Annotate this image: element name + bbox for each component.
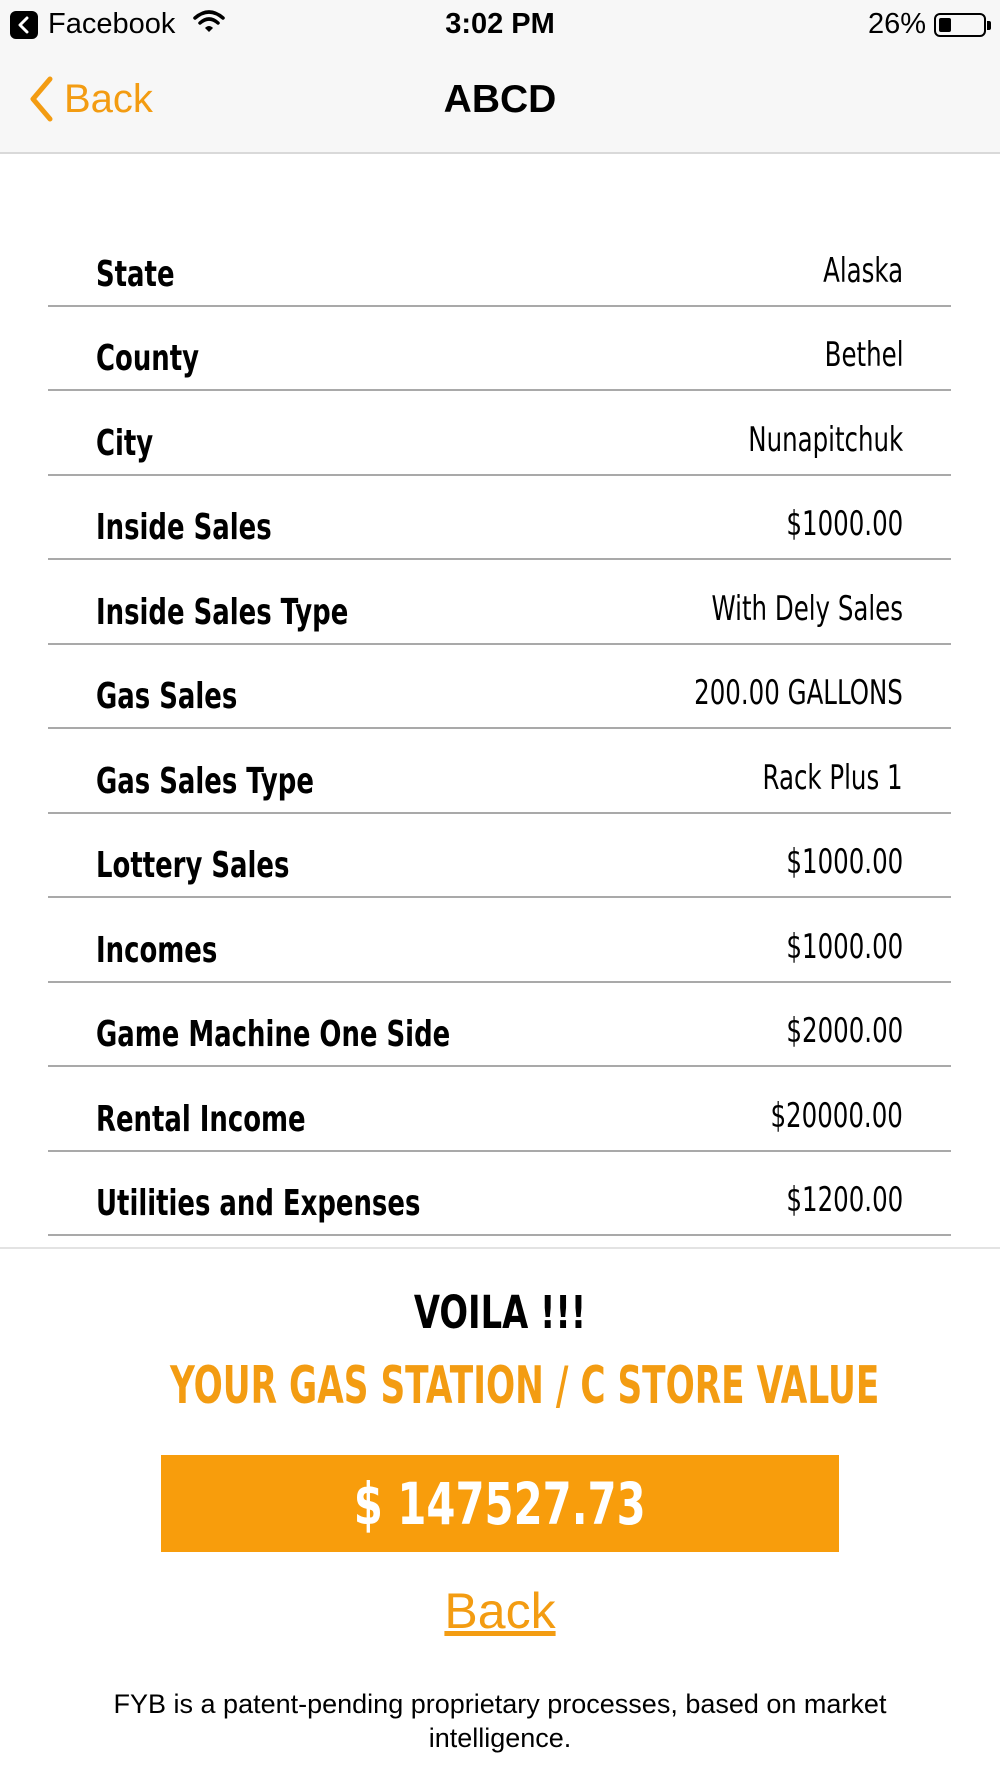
detail-row-gas-sales <box>48 645 951 730</box>
back-link[interactable]: Back <box>444 1583 556 1639</box>
detail-label: Inside Sales <box>96 507 272 548</box>
store-value: $ 147527.73 <box>354 1469 646 1538</box>
page-title: ABCD <box>443 78 557 121</box>
detail-label: Inside Sales Type <box>96 591 349 633</box>
battery-status <box>868 8 986 41</box>
value-caption: YOUR GAS STATION / C STORE VALUE <box>170 1356 880 1416</box>
detail-value: 200.00 GALLONS <box>694 673 903 713</box>
detail-row-state <box>48 222 951 307</box>
detail-value: Bethel <box>824 335 903 375</box>
detail-label: Rental Income <box>96 1098 306 1140</box>
detail-row-inside-sales-type <box>48 560 951 645</box>
result-headline: VOILA !!! <box>413 1286 587 1339</box>
detail-label: Utilities and Expenses <box>96 1183 421 1224</box>
detail-label: County <box>96 338 200 379</box>
status-time: 3:02 PM <box>445 8 555 40</box>
detail-value: $20000.00 <box>770 1095 903 1136</box>
detail-value: $1200.00 <box>786 1180 903 1220</box>
detail-row-utilities <box>48 1152 951 1237</box>
navigation-bar <box>0 50 1000 154</box>
details-list <box>48 222 951 1236</box>
detail-value: Rack Plus 1 <box>762 757 903 798</box>
battery-icon <box>934 13 986 37</box>
detail-label: Gas Sales <box>96 676 238 717</box>
detail-value: $1000.00 <box>786 504 903 544</box>
detail-value: Alaska <box>822 250 903 291</box>
detail-label: City <box>96 422 154 464</box>
battery-percentage: 26% <box>867 8 926 40</box>
return-app-name[interactable]: Facebook <box>48 8 176 40</box>
back-link-container <box>0 1582 1000 1640</box>
nav-back-label[interactable]: Back <box>64 76 153 121</box>
detail-row-inside-sales <box>48 476 951 561</box>
detail-label: Incomes <box>96 929 218 971</box>
detail-value: Nunapitchuk <box>748 419 903 460</box>
detail-label: Game Machine One Side <box>96 1014 451 1055</box>
detail-row-lottery-sales <box>48 814 951 899</box>
detail-row-rental-income <box>48 1067 951 1152</box>
detail-value: $2000.00 <box>786 1011 903 1051</box>
detail-row-county <box>48 307 951 392</box>
store-value-box <box>161 1455 839 1552</box>
detail-label: Lottery Sales <box>96 845 290 886</box>
detail-row-gas-sales-type <box>48 729 951 814</box>
disclaimer-text: FYB is a patent-pending proprietary processes, based on market intelligence. <box>113 1689 887 1753</box>
detail-row-city <box>48 391 951 476</box>
detail-label: Gas Sales Type <box>96 760 314 802</box>
detail-label: State <box>96 253 175 295</box>
detail-value: $1000.00 <box>786 926 903 967</box>
detail-value: With Dely Sales <box>711 588 903 629</box>
detail-row-game-machine <box>48 983 951 1068</box>
status-bar <box>0 0 1000 50</box>
detail-row-incomes <box>48 898 951 983</box>
section-divider <box>0 1247 1000 1249</box>
detail-value: $1000.00 <box>786 842 903 882</box>
